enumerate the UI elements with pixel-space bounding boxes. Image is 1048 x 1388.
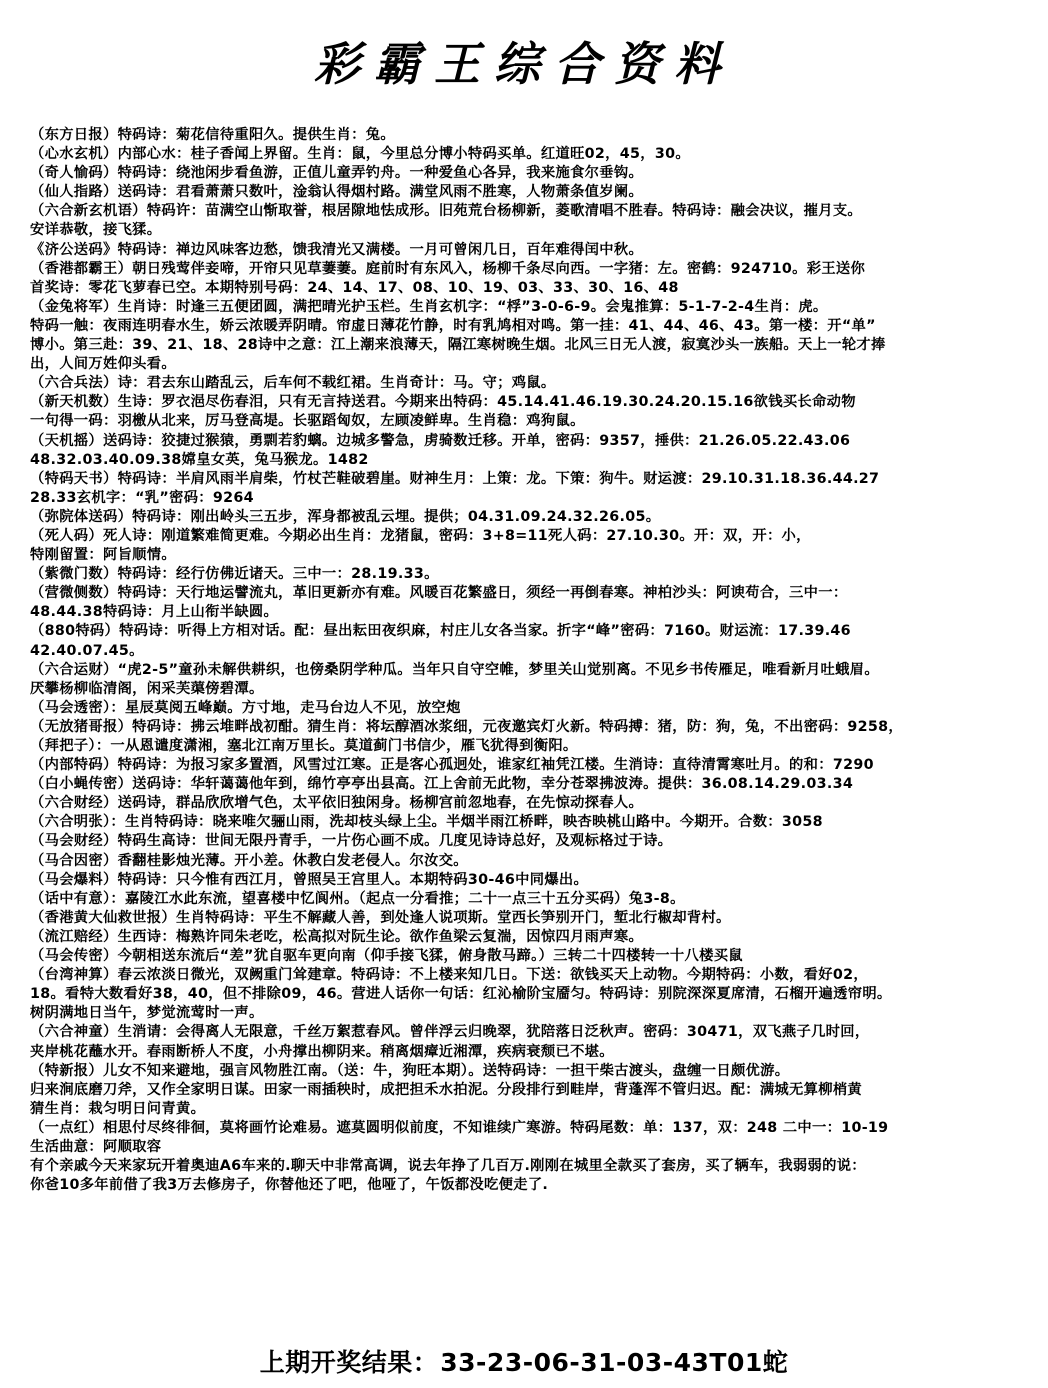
text-line: 安详恭敬，接飞猱。 — [30, 222, 162, 239]
text-line: （一点红）相思付尽终徘徊，莫将画竹论难易。遮莫圆明似前度，不知谁续广寒游。特码尾数：单：137，双：248 二中一：10-19 — [30, 1119, 889, 1136]
text-line: 猜生肖：栽匀明日问青黄。 — [30, 1100, 206, 1117]
text-line: 生活曲意：阿顺取容 — [30, 1138, 162, 1155]
text-line: （特新报）儿女不知来避地，强言风物胜江南。（送：牛，狗旺本期）。送特码诗：一担干柴古渡头，盘缠一日颇优游。 — [30, 1062, 790, 1079]
text-line: （天机摇）送码诗：狡捷过猴猿，勇剽若豹螭。边城多警急，虏骑数迁移。开单，密码：9357，捶供：21.26.05.22.43.06 — [30, 432, 851, 449]
text-line: （880特码）特码诗：听得上方相对话。配：昼出耘田夜织麻，村庄儿女各当家。折字“峰”密码：7160。财运流：17.39.46 — [30, 623, 851, 640]
text-line: （仙人指路）送码诗：君看萧萧只数叶，淦翁认得烟村路。满堂风雨不胜寒，人物萧条值岁阑。 — [30, 184, 644, 201]
text-line: 出，人间万姓仰头看。 — [30, 356, 176, 373]
text-line: 48.44.38特码诗：月上山衔半缺圆。 — [30, 604, 279, 621]
text-line: 归来涧底磨刀斧，又作全家明日谋。田家一雨插秧时，成把担禾水拍泥。分段排行到畦岸，背蓬浑不管归迟。配：满城无算柳梢黄 — [30, 1081, 863, 1098]
text-line: （内部特码）特码诗：为报习家多置酒，风雪过江寒。正是客心孤迥处，谁家红袖凭江楼。生消诗：直待清霄寒吐月。的和：7290 — [30, 757, 874, 774]
text-line: （心水玄机）内部心水：桂子香闻上界留。生肖：鼠，今里总分博小特码买单。红道旺02，45，30。 — [30, 146, 690, 163]
text-line: （六合财经）送码诗，群品欣欣增气色，太平依旧独闲身。杨柳宫前忽地春，在先惊动探春人。 — [30, 795, 644, 812]
text-line: 特码一触：夜雨连明春水生，娇云浓暖弄阴晴。帘虚日薄花竹静，时有乳鸠相对鸣。第一挂：41、44、46、43。第一楼：开“单” — [30, 317, 876, 334]
text-line: （营微侧数）特码诗：天行地运譬流丸，革旧更新亦有难。风暖百花繁盛日，须经一再倒春寒。神柏沙头：阿谀苟合，三中一： — [30, 585, 848, 602]
text-line: （弥院体送码）特码诗：刚出岭头三五步，浑身都被乱云埋。提供；04.31.09.24.32.26.05。 — [30, 508, 661, 525]
text-line: （东方日报）特码诗：菊花信待重阳久。提供生肖：兔。 — [30, 127, 395, 143]
text-line: （马会财经）特码生高诗：世间无限丹青手，一片伤心画不成。几度见诗诗总好，及观标格过于诗。 — [30, 833, 673, 850]
text-line: 18。看特大数看好38，40，但不排除09，46。营进人话你一句话：红沁榆阶宝靥匀。特码诗：别院深深夏席清，石榴开遍透帘明。 — [30, 986, 892, 1003]
text-line: 厌攀杨柳临清阁，闲采芙蕖傍碧潭。 — [30, 680, 264, 697]
text-line: （流江赔经）生西诗：梅熟许同朱老吃，松高拟对阮生论。欲作鱼梁云复湍，因惊四月雨声寒。 — [30, 928, 644, 945]
text-line: 一句得一码：羽檄从北来，厉马登高堤。长驱蹈匈奴，左顾凌鲜卑。生肖稳：鸡狗鼠。 — [30, 413, 585, 430]
page-title: 彩霸王综合资料 — [314, 37, 734, 91]
text-line: （特码天书）特码诗：半肩风雨半肩柴，竹杖芒鞋破碧崖。财神生月：上策：龙。下策：狗牛。财运渡：29.10.31.18.36.44.27 — [30, 470, 880, 487]
text-line: （六合运财）“虎2-5”童孙未解供耕织，也傍桑阴学种瓜。当年只自守空帷，梦里关山觉别离。不见乡书传雁足，唯看新月吐蛾眉。 — [30, 661, 879, 678]
text-line: 特刚留置：阿旨顺情。 — [30, 547, 176, 564]
text-line: （奇人愉码）特码诗：绕池闲步看鱼游，正值儿童弄钓舟。一种爱鱼心各异，我来施食尔垂钩。 — [30, 165, 644, 182]
result-value: 33-23-06-31-03-43T01蛇 — [440, 1348, 789, 1377]
text-line: （香港黄大仙救世报）生肖特码诗：平生不解藏人善，到处逢人说项斯。堂西长笋别开门，堑北行椒却背村。 — [30, 909, 731, 926]
text-line: （马会传密）今朝相送东流后“差”犹自驱车更向南（仰手接飞猱，俯身散马蹄。）三转二十四楼转一十八楼买鼠 — [30, 948, 743, 965]
text-line: 《济公送码》特码诗：禅边风味客边愁，馈我清光又满楼。一月可曾闲几日，百年难得闰中秋。 — [30, 241, 644, 258]
text-line: （台湾神算）春云浓淡日微光，双阙重门耸建章。特码诗：不上楼来知几日。下送：欲钱买天上动物。今期特码：小数，看好02， — [30, 967, 868, 984]
text-line: （六合兵法）诗：君去东山踏乱云，后车何不载红裙。生肖奇计：马。守；鸡鼠。 — [30, 375, 556, 392]
last-draw-result — [0, 1343, 1048, 1379]
text-line: 夹岸桃花蘸水开。春雨断桥人不度，小舟撑出柳阴来。稍离烟瘴近湘潭，疾病衰颓已不堪。 — [30, 1043, 614, 1060]
text-line: （紫微门数）特码诗：经行仿佛近诸天。三中一：28.19.33。 — [30, 566, 439, 583]
text-line: （死人码）死人诗：刚道繁难简更难。今期必出生肖：龙猪鼠，密码：3+8=11死人码：27.10.30。开：双，开：小， — [30, 527, 811, 544]
text-line: 首奖诗：零花飞萝春已空。本期特别号码：24、14、17、08、10、19、03、33、30、16、48 — [30, 279, 679, 296]
text-line: （马会透密）：星辰莫阅五峰巅。方寸地，走马台边人不见，放空炮 — [30, 699, 461, 716]
text-line: （白小蝇传密）送码诗：华轩蔼蔼他年到，绵竹亭亭出县高。江上舍前无此物，幸分苍翠拂波涛。提供：36.08.14.29.03.34 — [30, 776, 854, 793]
text-line: （金兔将军）生肖诗：时逢三五便团圆，满把晴光护玉栏。生肖玄机字：“桴”3-0-6-9。会鬼推算：5-1-7-2-4生肖：虎。 — [30, 298, 828, 315]
text-line: （六合新玄机语）特码许：苗满空山惭取誉，根居隙地怯成形。旧苑荒台杨柳新，菱歌清唱不胜春。特码诗：融会决议，摧月支。 — [30, 203, 863, 220]
text-line: （香港都霸王）朝日残莺伴妾啼，开帘只见草萋萋。庭前时有东风入，杨柳千条尽向西。一字猪：左。密鹤：924710。彩王送你 — [30, 260, 866, 277]
text-line: （六合明张）：生肖特码诗：晓来唯欠骊山雨，洗却枝头绿上尘。半烟半雨江桥畔，映杏映桃山路中。今期开。合数：3058 — [30, 814, 823, 831]
text-line: 树阴满地日当午，梦觉流莺时一声。 — [30, 1005, 264, 1022]
text-line: （话中有意）：嘉陵江水此东流，望喜楼中忆阆州。（起点一分看推；二十一点三十五分买码）兔3-8。 — [30, 890, 685, 907]
text-line: 48.32.03.40.09.38嫦皇女英，兔马猴龙。1482 — [30, 451, 369, 468]
text-line: （无放猪哥报）特码诗：拂云堆畔战初酣。猜生肖：将坛醇酒冰浆细，元夜邀宾灯火新。特码搏：猪，防：狗，兔，不出密码：9258， — [30, 718, 904, 735]
text-line: （马会爆料）特码诗：只今惟有西江月，曾照吴王宫里人。本期特码30-46中同爆出。 — [30, 871, 589, 888]
text-line: （拜把子）：一从恩谴度潇湘，塞北江南万里长。莫道蓟门书信少，雁飞犹得到衡阳。 — [30, 738, 578, 754]
text-line: 28.33玄机字：“乳”密码：9264 — [30, 489, 254, 506]
text-line: 你爸10多年前借了我3万去修房子，你替他还了吧，他哑了，午饭都没吃便走了. — [30, 1177, 549, 1194]
text-line: （新天机数）生诗：罗衣浥尽伤春泪，只有无言持送君。今期来出特码：45.14.41.46.19.30.24.20.15.16欲钱买长命动物 — [30, 394, 856, 411]
text-line: 博小。第三赴：39、21、18、28诗中之意：江上潮来浪薄天，隔江寒树晚生烟。北风三日无人渡，寂寞沙头一族船。天上一轮才捧 — [30, 337, 886, 354]
text-line: （六合神童）生消请：会得离人无限意，千丝万絮惹春风。曾伴浮云归晚翠，犹陪落日泛秋声。密码：30471，双飞燕子几时回， — [30, 1024, 870, 1041]
text-line: 42.40.07.45。 — [30, 642, 144, 659]
text-line: 有个亲戚今天来家玩开着奥迪A6车来的.聊天中非常高调，说去年挣了几百万.刚刚在城里全款买了套房，买了辆车，我弱弱的说： — [30, 1158, 866, 1175]
document-body — [30, 126, 1042, 1195]
result-label: 上期开奖结果： — [259, 1348, 439, 1377]
text-line: （马合因密）香翻桂影烛光薄。开小差。休教白发老侵人。尔汝交。 — [30, 852, 468, 869]
